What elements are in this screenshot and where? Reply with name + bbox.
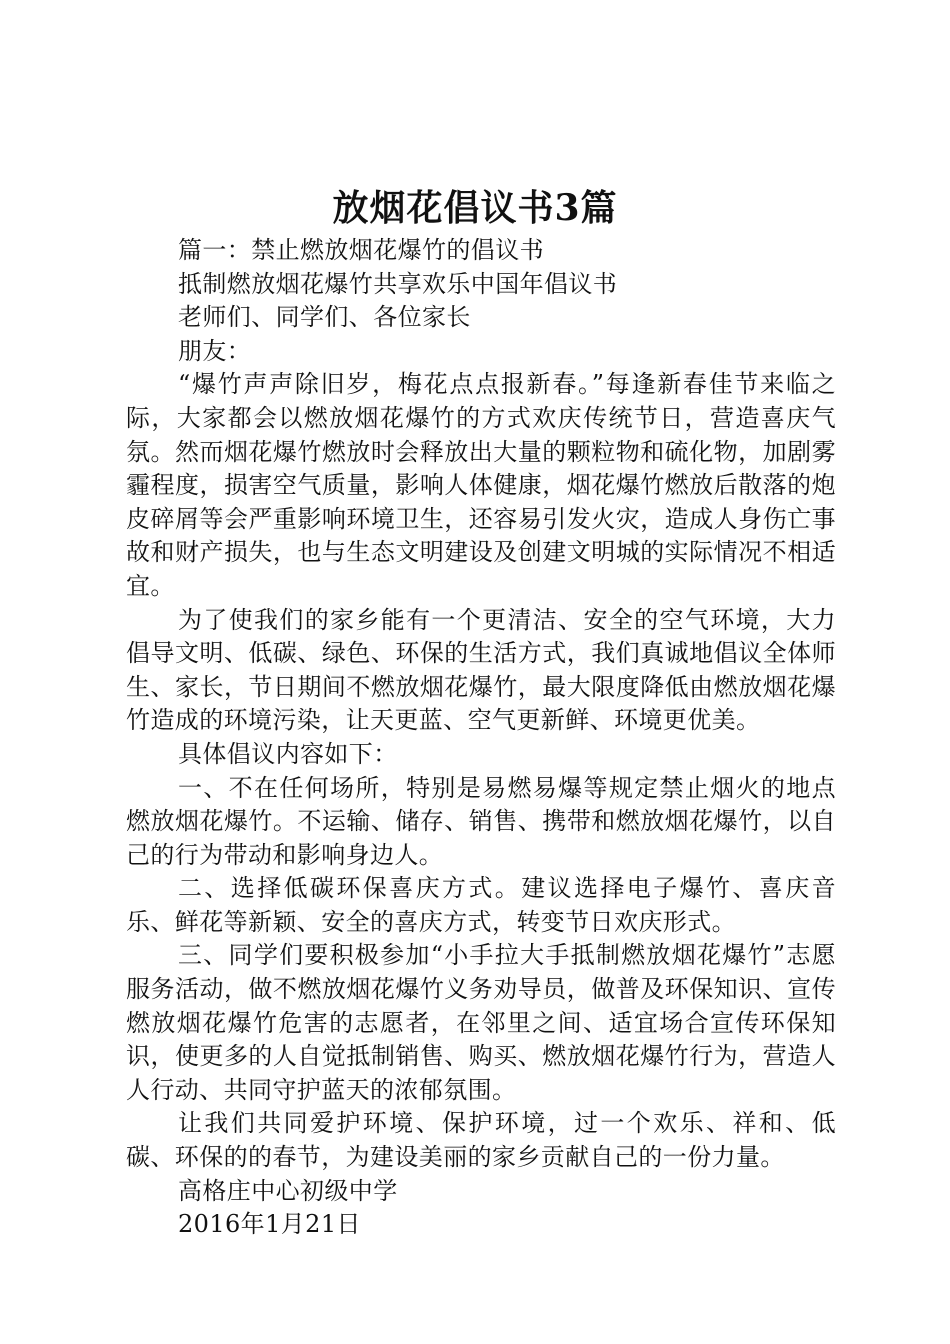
document-body xyxy=(126,234,836,1242)
paragraph-purpose: 为了使我们的家乡能有一个更清洁、安全的空气环境，大力倡导文明、低碳、绿色、环保的生活方式，我们真诚地倡议全体师生、家长，节日期间不燃放烟花爆竹，最大限度降低由燃放烟花爆竹造成的环境污染，让天更蓝、空气更新鲜、环境更优美。 xyxy=(126,605,836,735)
salutation-line-1: 老师们、同学们、各位家长 xyxy=(178,303,471,332)
paragraph-intro: “爆竹声声除旧岁，梅花点点报新春。”每逢新春佳节来临之际，大家都会以燃放烟花爆竹的方式欢庆传统节日，营造喜庆气氛。然而烟花爆竹燃放时会释放出大量的颗粒物和硫化物，加剧雾霾程度，损害空气质量，影响人体健康，烟花爆竹燃放后散落的炮皮碎屑等会严重影响环境卫生，还容易引发火灾，造成人身伤亡事故和财产损失，也与生态文明建设及创建文明城的实际情况不相适宜。 xyxy=(126,370,836,600)
paragraph-item-two: 二、选择低碳环保喜庆方式。建议选择电子爆竹、喜庆音乐、鲜花等新颖、安全的喜庆方式，转变节日欢庆形式。 xyxy=(126,874,836,936)
salutation-line-2: 朋友： xyxy=(178,336,252,365)
date: 2016年1月21日 xyxy=(178,1210,361,1239)
paragraph-item-one: 一、不在任何场所，特别是易燃易爆等规定禁止烟火的地点燃放烟花爆竹。不运输、储存、销售、携带和燃放烟花爆竹，以自己的行为带动和影响身边人。 xyxy=(126,773,836,869)
paragraph-content-heading: 具体倡议内容如下： xyxy=(178,739,398,768)
document-title: 放烟花倡议书3篇 xyxy=(332,187,618,229)
heading-part-one: 篇一：禁止燃放烟花爆竹的倡议书 xyxy=(178,236,544,264)
paragraph-closing: 让我们共同爱护环境、保护环境，过一个欢乐、祥和、低碳、环保的的春节，为建设美丽的家乡贡献自己的一份力量。 xyxy=(126,1109,836,1172)
heading-proposal-title: 抵制燃放烟花爆竹共享欢乐中国年倡议书 xyxy=(178,269,618,298)
signature: 高格庄中心初级中学 xyxy=(178,1176,398,1205)
paragraph-item-three: 三、同学们要积极参加“小手拉大手抵制燃放烟花爆竹”志愿服务活动，做不燃放烟花爆竹义务劝导员，做普及环保知识、宣传燃放烟花爆竹危害的志愿者，在邻里之间、适宜场合宣传环保知识，使更多的人自觉抵制销售、购买、燃放烟花爆竹行为，营造人人行动、共同守护蓝天的浓郁氛围。 xyxy=(126,941,836,1104)
